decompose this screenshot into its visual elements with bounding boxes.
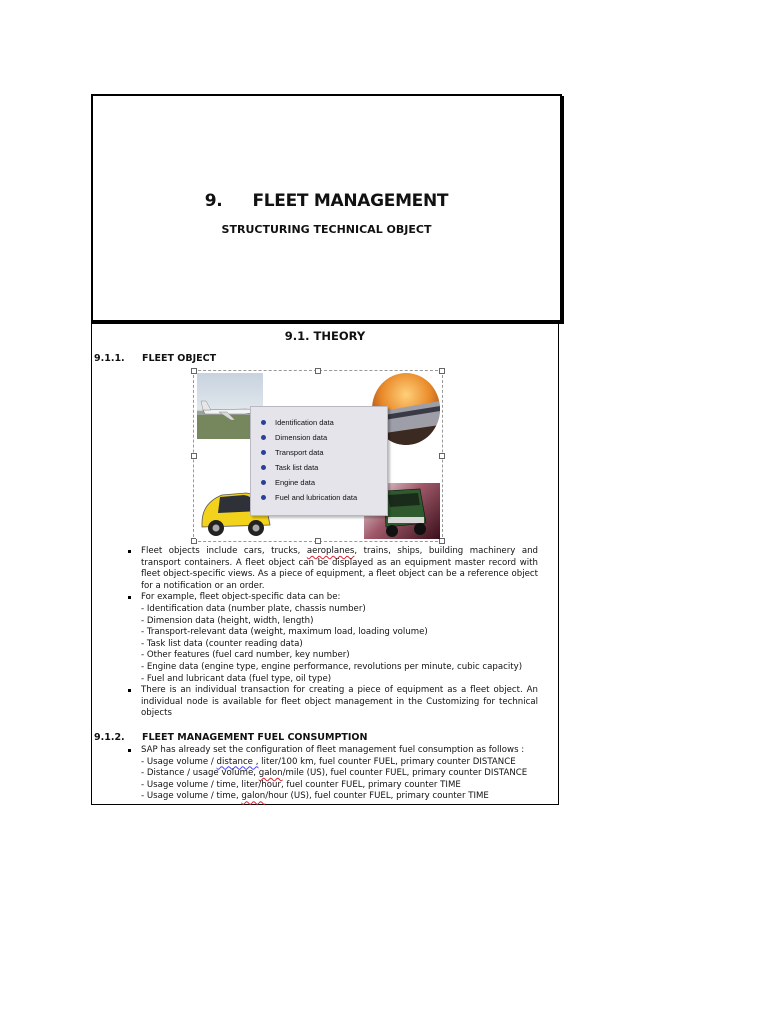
theory-heading: 9.1. THEORY xyxy=(284,329,366,343)
chapter-title-text: FLEET MANAGEMENT xyxy=(252,191,449,211)
chapter-number: 9. xyxy=(204,191,223,211)
section-heading-fuel-consumption xyxy=(94,732,367,743)
bullet-dot-icon xyxy=(261,465,266,470)
bullet-paragraph: Fleet objects include cars, trucks, aeroplanes, trains, ships, building machinery and transport containers. A fleet object can be displayed as an equipment master record with fleet object-specific views. As a piece of equipment, a fleet object can be a reference object for a notification or an order. xyxy=(128,546,538,592)
bullet-dot-icon xyxy=(261,480,266,485)
resize-handle[interactable] xyxy=(439,453,445,459)
spellcheck-flagged-word[interactable]: galon xyxy=(258,768,283,779)
section-title: FLEET MANAGEMENT FUEL CONSUMPTION xyxy=(142,732,368,743)
bullet-dot-icon xyxy=(261,420,266,425)
list-item: - Usage volume / time, galon/hour (US), fuel counter FUEL, primary counter TIME xyxy=(141,791,489,802)
resize-handle[interactable] xyxy=(315,368,321,374)
section-title: FLEET OBJECT xyxy=(142,353,217,364)
chapter-title xyxy=(93,191,560,211)
list-item: - Dimension data (height, width, length) xyxy=(141,615,314,626)
list-item: - Other features (fuel card number, key number) xyxy=(141,650,350,661)
list-item: Engine data xyxy=(261,475,387,490)
list-item: Task list data xyxy=(261,460,387,475)
list-item: Fuel and lubrication data xyxy=(261,490,387,505)
list-item: Identification data xyxy=(261,415,387,430)
spellcheck-flagged-word[interactable]: distance , xyxy=(216,756,259,767)
fleet-object-bullets xyxy=(128,546,538,720)
section-heading-fleet-object xyxy=(94,353,216,364)
section-number: 9.1.2. xyxy=(94,732,125,743)
list-item: - Transport-relevant data (weight, maximum load, loading volume) xyxy=(141,627,428,638)
spellcheck-flagged-word[interactable]: aeroplanes xyxy=(306,546,355,556)
resize-handle[interactable] xyxy=(315,538,321,544)
list-item: - Identification data (number plate, chassis number) xyxy=(141,603,366,614)
bullet-paragraph: For example, fleet object-specific data can be: - Identification data (number plate, chassis number) - Dimension data (height, width, length) - Transport-relevant data (weight, maximum load, loading volume) - Task list data (counter reading data) - Other features (fuel card number, key number) - Engine data (engine type, engine performance, revolutions per minute, cubic capacity) - Fuel and lubricant data (fuel type, oil type) xyxy=(128,592,538,685)
bullet-dot-icon xyxy=(261,495,266,500)
square-bullet-icon xyxy=(128,689,131,692)
bullet-dot-icon xyxy=(261,435,266,440)
resize-handle[interactable] xyxy=(439,368,445,374)
chapter-title-box xyxy=(91,94,562,322)
chapter-subtitle: STRUCTURING TECHNICAL OBJECT xyxy=(221,223,432,236)
list-item: - Task list data (counter reading data) xyxy=(141,638,303,649)
spellcheck-flagged-word[interactable]: galon xyxy=(241,791,266,802)
content-box xyxy=(91,322,559,805)
list-item: - Usage volume / time, liter/hour, fuel counter FUEL, primary counter TIME xyxy=(141,779,461,790)
list-item: - Usage volume / distance , liter/100 km, fuel counter FUEL, primary counter DISTANCE xyxy=(141,756,516,767)
fuel-consumption-bullets xyxy=(128,745,538,803)
bullet-dot-icon xyxy=(261,450,266,455)
bullet-paragraph: SAP has already set the configuration of fleet management fuel consumption as follows : - Usage volume / distance , liter/100 km, fuel counter FUEL, primary counter DISTANCE - Distance / usage volume, galon/mile (US), fuel counter FUEL, primary counter DISTANCE - Usage volume / time, liter/hour, fuel counter FUEL, primary counter TIME - Usage volume / time, galon/hour (US), fuel counter FUEL, primary counter TIME xyxy=(128,745,538,803)
fleet-object-figure[interactable] xyxy=(193,370,443,542)
square-bullet-icon xyxy=(128,749,131,752)
square-bullet-icon xyxy=(128,550,131,553)
fleet-data-list-panel xyxy=(250,406,388,516)
section-number: 9.1.1. xyxy=(94,353,125,364)
square-bullet-icon xyxy=(128,596,131,599)
resize-handle[interactable] xyxy=(191,453,197,459)
bullet-paragraph: There is an individual transaction for creating a piece of equipment as a fleet object. An individual node is available for fleet object management in the Customizing for technical objects xyxy=(128,685,538,720)
list-item: - Fuel and lubricant data (fuel type, oil type) xyxy=(141,673,332,684)
list-item: Dimension data xyxy=(261,430,387,445)
list-item: Transport data xyxy=(261,445,387,460)
list-item: - Distance / usage volume, galon/mile (US), fuel counter FUEL, primary counter DISTANCE xyxy=(141,768,528,779)
list-item: - Engine data (engine type, engine performance, revolutions per minute, cubic capacity) xyxy=(141,661,523,672)
